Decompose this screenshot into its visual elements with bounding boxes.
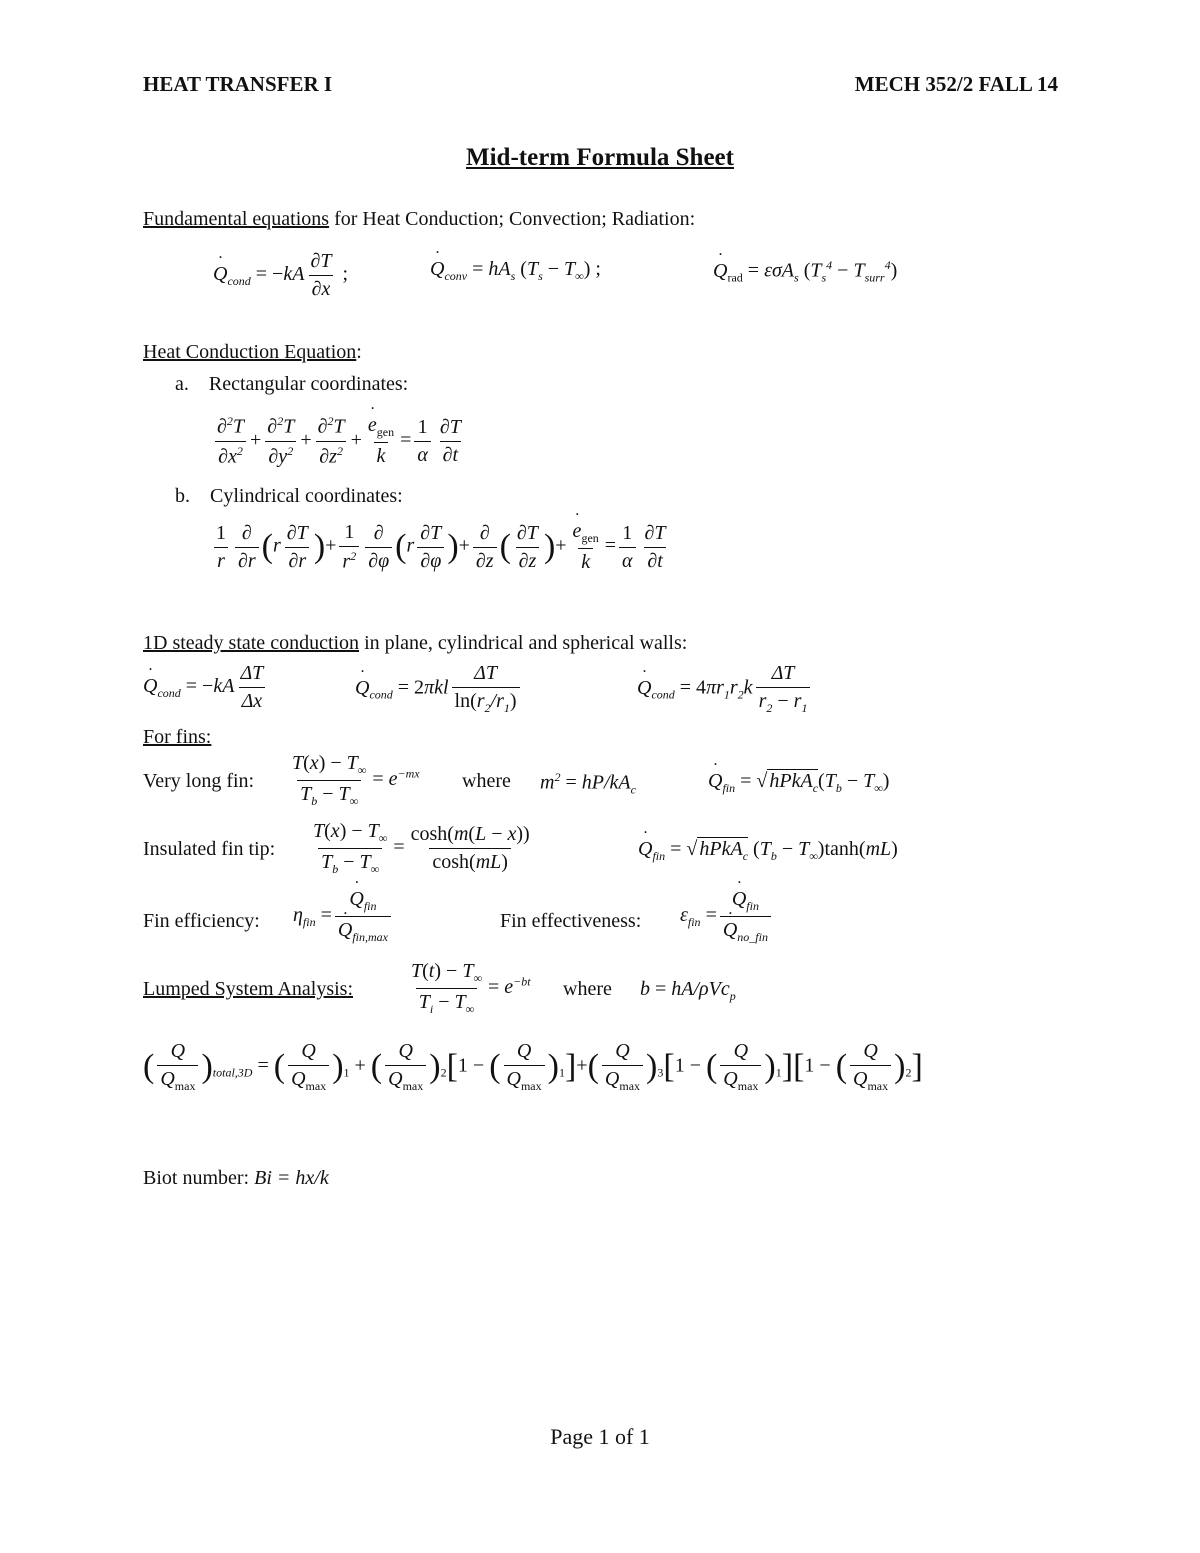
steady-heading: 1D steady state conduction in plane, cylindrical and spherical walls: <box>143 632 688 654</box>
where-label-1: where <box>462 770 511 792</box>
where-label-2: where <box>563 978 612 1000</box>
formula-lumped: $\frac{T(t) - T_\infty}{T_i - T_\infty}$ = $e^{-bt}$ <box>411 960 531 1016</box>
very-long-fin-label: Very long fin: <box>143 770 255 792</box>
biot-number: Biot number: Bi = hx/k <box>143 1167 329 1189</box>
fins-heading: For fins: <box>143 726 212 748</box>
formula-q-fin-insulated: ˙ $Q_{fin}$ = √ hPkA$_c$ $(T_b - T_\infty)\tanh(mL)$ <box>638 838 898 864</box>
page-title: Mid-term Formula Sheet <box>466 144 734 171</box>
formula-very-long-fin: $\frac{T(x) - T_\infty}{T_b - T_\infty}$ = $e^{-mx}$ <box>292 752 420 808</box>
lumped-heading: Lumped System Analysis: <box>143 978 353 1000</box>
course-code: MECH 352/2 FALL 14 <box>854 72 1058 96</box>
formula-q-fin-long: ˙ $Q_{fin}$ = √ $hPkA_c(T_b - T_\infty)$ <box>708 770 889 796</box>
course-title: HEAT TRANSFER I <box>143 72 333 96</box>
fin-efficiency-label: Fin efficiency: <box>143 910 260 932</box>
formula-insulated-tip: $\frac{T(x) - T_\infty}{T_b - T_\infty}$ = $\frac{\cosh(m(L - x))}{\cosh(mL)}$ <box>313 820 530 876</box>
formula-plane-wall: ˙ $Q_{cond} = -kA$ $\frac{\Delta T}{\Delta x}$ <box>143 662 269 713</box>
formula-cylindrical: $\frac{1}{r}$ $\frac{\partial}{\partial r}$ (r $\frac{\partial T}{\partial r}$ )+ $\frac{1}{r^2}$ $\frac{\partial}{\partial\varphi}$ (r $\frac{\partial T}{\partial\varphi}$ )+ $\frac{\partial}{\partial z}$ ( $\frac{\partial T}{\partial z}$ )+ ˙ $\frac{e_{gen}}{k}$ = $\frac{1}{\alpha}$ $\frac{\partial T}{\partial t}$ <box>210 520 672 574</box>
formula-fin-effectiveness: $\varepsilon_{fin}$ = ˙ $Q_{fin}$ ˙ $Q_{no\_fin}$ <box>680 888 774 945</box>
formula-rectangular: $\frac{\partial^2T}{\partial x^2}$ + $\frac{\partial^2T}{\partial y^2}$ + $\frac{\partial^2T}{\partial z^2}$ + ˙ $\frac{e_{gen}}{k}$ = $\frac{1}{\alpha}$ $\frac{\partial T}{\partial t}$ <box>211 414 467 468</box>
page-number: Page 1 of 1 <box>550 1424 650 1449</box>
rectangular-label: a. Rectangular coordinates: <box>175 373 409 395</box>
fundamental-heading: Fundamental equations for Heat Conduction; Convection; Radiation: <box>143 208 696 230</box>
formula-fin-efficiency: $\eta_{fin}$ = ˙ $Q_{fin}$ ˙ $Q_{fin,max}$ <box>293 888 394 945</box>
formula-q-rad: ˙ $Q_{rad} = \varepsilon\sigma A_s$ $(T_s^4 - T_{surr}^4)$ <box>713 258 897 286</box>
formula-cylindrical-wall: ˙ $Q_{cond} = 2\pi kl$ $\frac{\Delta T}{\ln(r_2/r_1)}$ <box>355 662 523 716</box>
formula-q-conv: ˙ $Q_{conv} = hA_s$ $(T_s - T_\infty)$ ; <box>430 258 601 284</box>
insulated-tip-label: Insulated fin tip: <box>143 838 276 860</box>
formula-spherical-wall: ˙ $Q_{cond} = 4\pi r_1r_2k$ $\frac{\Delta T}{r_2 - r_1}$ <box>637 662 813 716</box>
formula-q-cond: ˙ $Q_{cond} = -kA$ $\frac{\partial T}{\partial x}$ ; <box>213 250 348 301</box>
cylindrical-label: b. Cylindrical coordinates: <box>175 485 403 507</box>
heat-conduction-heading: Heat Conduction Equation: <box>143 341 362 363</box>
formula-total-3d: ( $\frac{Q}{Q_{max}}$ )$_{total,3D}$ = ( $\frac{Q}{Q_{max}}$ )$_1$ + ( $\frac{Q}{Q_{max}}$ )$_2[1$ − ( $\frac{Q}{Q_{max}}$ )$_1]+$( $\frac{Q}{Q_{max}}$ )$_3[1$ − ( $\frac{Q}{Q_{max}}$ )$_1][1$ − ( $\frac{Q}{Q_{max}}$ )$_2$] <box>143 1040 923 1093</box>
fin-effectiveness-label: Fin effectiveness: <box>500 910 642 932</box>
formula-b: b = hA/ρVc$_p$ <box>640 978 736 1003</box>
formula-m-squared: $m^2 = hP/kA_c$ <box>540 770 636 797</box>
